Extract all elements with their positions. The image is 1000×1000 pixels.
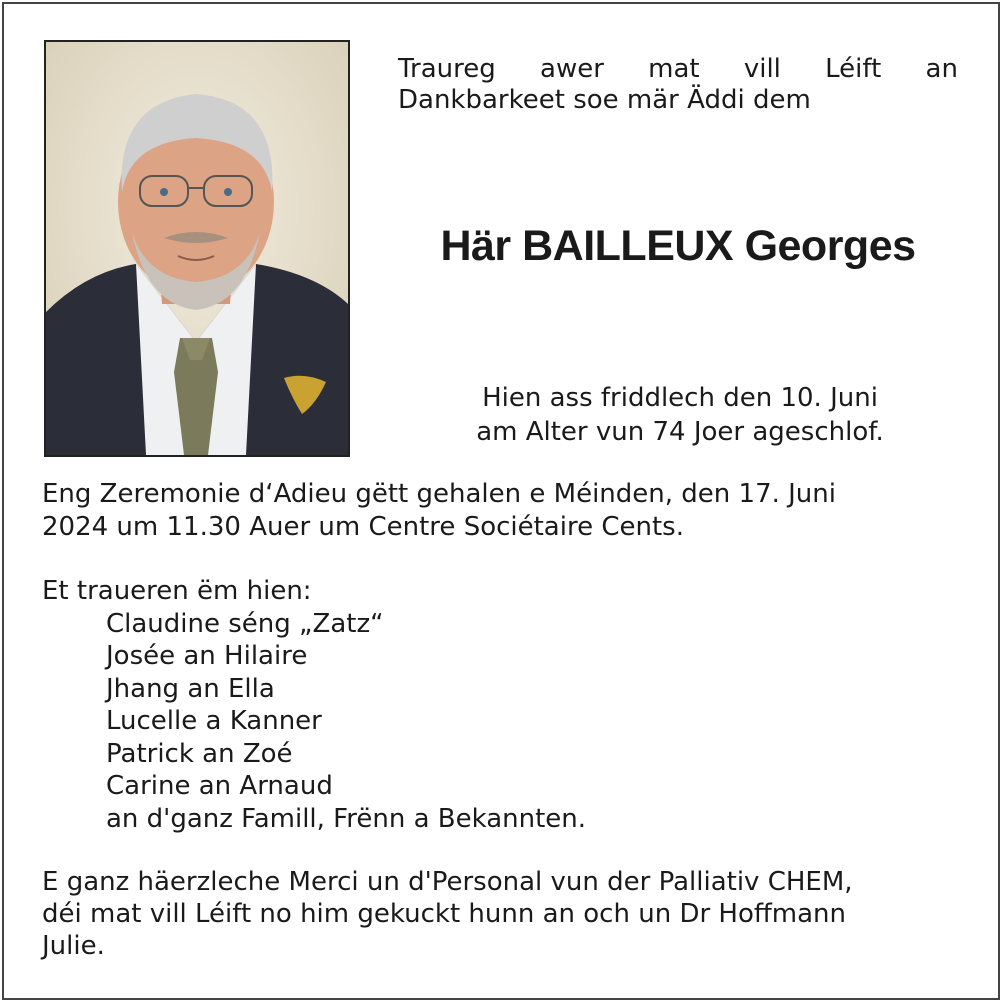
thanks-line-2-text: déi mat vill Léift no him gekuckt hunn an och un Dr Hoffmann <box>42 899 847 929</box>
mourner-item: Carine an Arnaud <box>106 771 333 801</box>
mourner-item: an d'ganz Famill, Frënn a Bekannten. <box>106 803 587 834</box>
intro-word: an <box>925 54 958 84</box>
mourner-item: Lucelle a Kanner <box>106 706 322 736</box>
passing-notice <box>420 381 940 449</box>
intro-word: mat <box>648 54 700 84</box>
intro-line-1 <box>398 54 958 85</box>
ceremony-line-1: Eng Zeremonie d‘Adieu gëtt gehalen e Méinden, den 17. Juni <box>42 479 836 509</box>
mourners-list <box>42 608 972 836</box>
mourner-item: Josée an Hilaire <box>106 641 308 671</box>
thanks-line-1-text: E ganz häerzleche Merci un d'Personal vun der Palliativ CHEM, <box>42 867 853 897</box>
deceased-name: Här BAILLEUX Georges <box>440 222 916 270</box>
intro-word: vill <box>743 54 781 84</box>
portrait-photo <box>44 40 350 457</box>
mourners-heading: Et traueren ëm hien: <box>42 576 312 606</box>
mourner-item: Patrick an Zoé <box>106 738 293 769</box>
mourner-item: Jhang an Ella <box>106 673 275 704</box>
thanks-line-3: Julie. <box>42 931 105 961</box>
portrait-illustration <box>46 42 348 455</box>
thanks-notice <box>42 866 982 962</box>
intro-word: Léift <box>825 54 882 84</box>
thanks-line-2 <box>42 898 982 930</box>
mourner-item: Claudine séng „Zatz“ <box>106 608 384 639</box>
passing-line-2: am Alter vun 74 Joer ageschlof. <box>476 417 884 447</box>
intro-word: awer <box>540 54 604 84</box>
ceremony-notice <box>42 478 972 544</box>
intro-text <box>398 54 958 116</box>
ceremony-line-2: 2024 um 11.30 Auer um Centre Sociétaire Cents. <box>42 512 684 542</box>
thanks-line-1 <box>42 866 982 898</box>
intro-word: Traureg <box>398 54 496 84</box>
intro-line-2: Dankbarkeet soe mär Äddi dem <box>398 85 811 115</box>
mourners-section <box>42 575 972 835</box>
passing-line-1: Hien ass friddlech den 10. Juni <box>482 383 878 413</box>
